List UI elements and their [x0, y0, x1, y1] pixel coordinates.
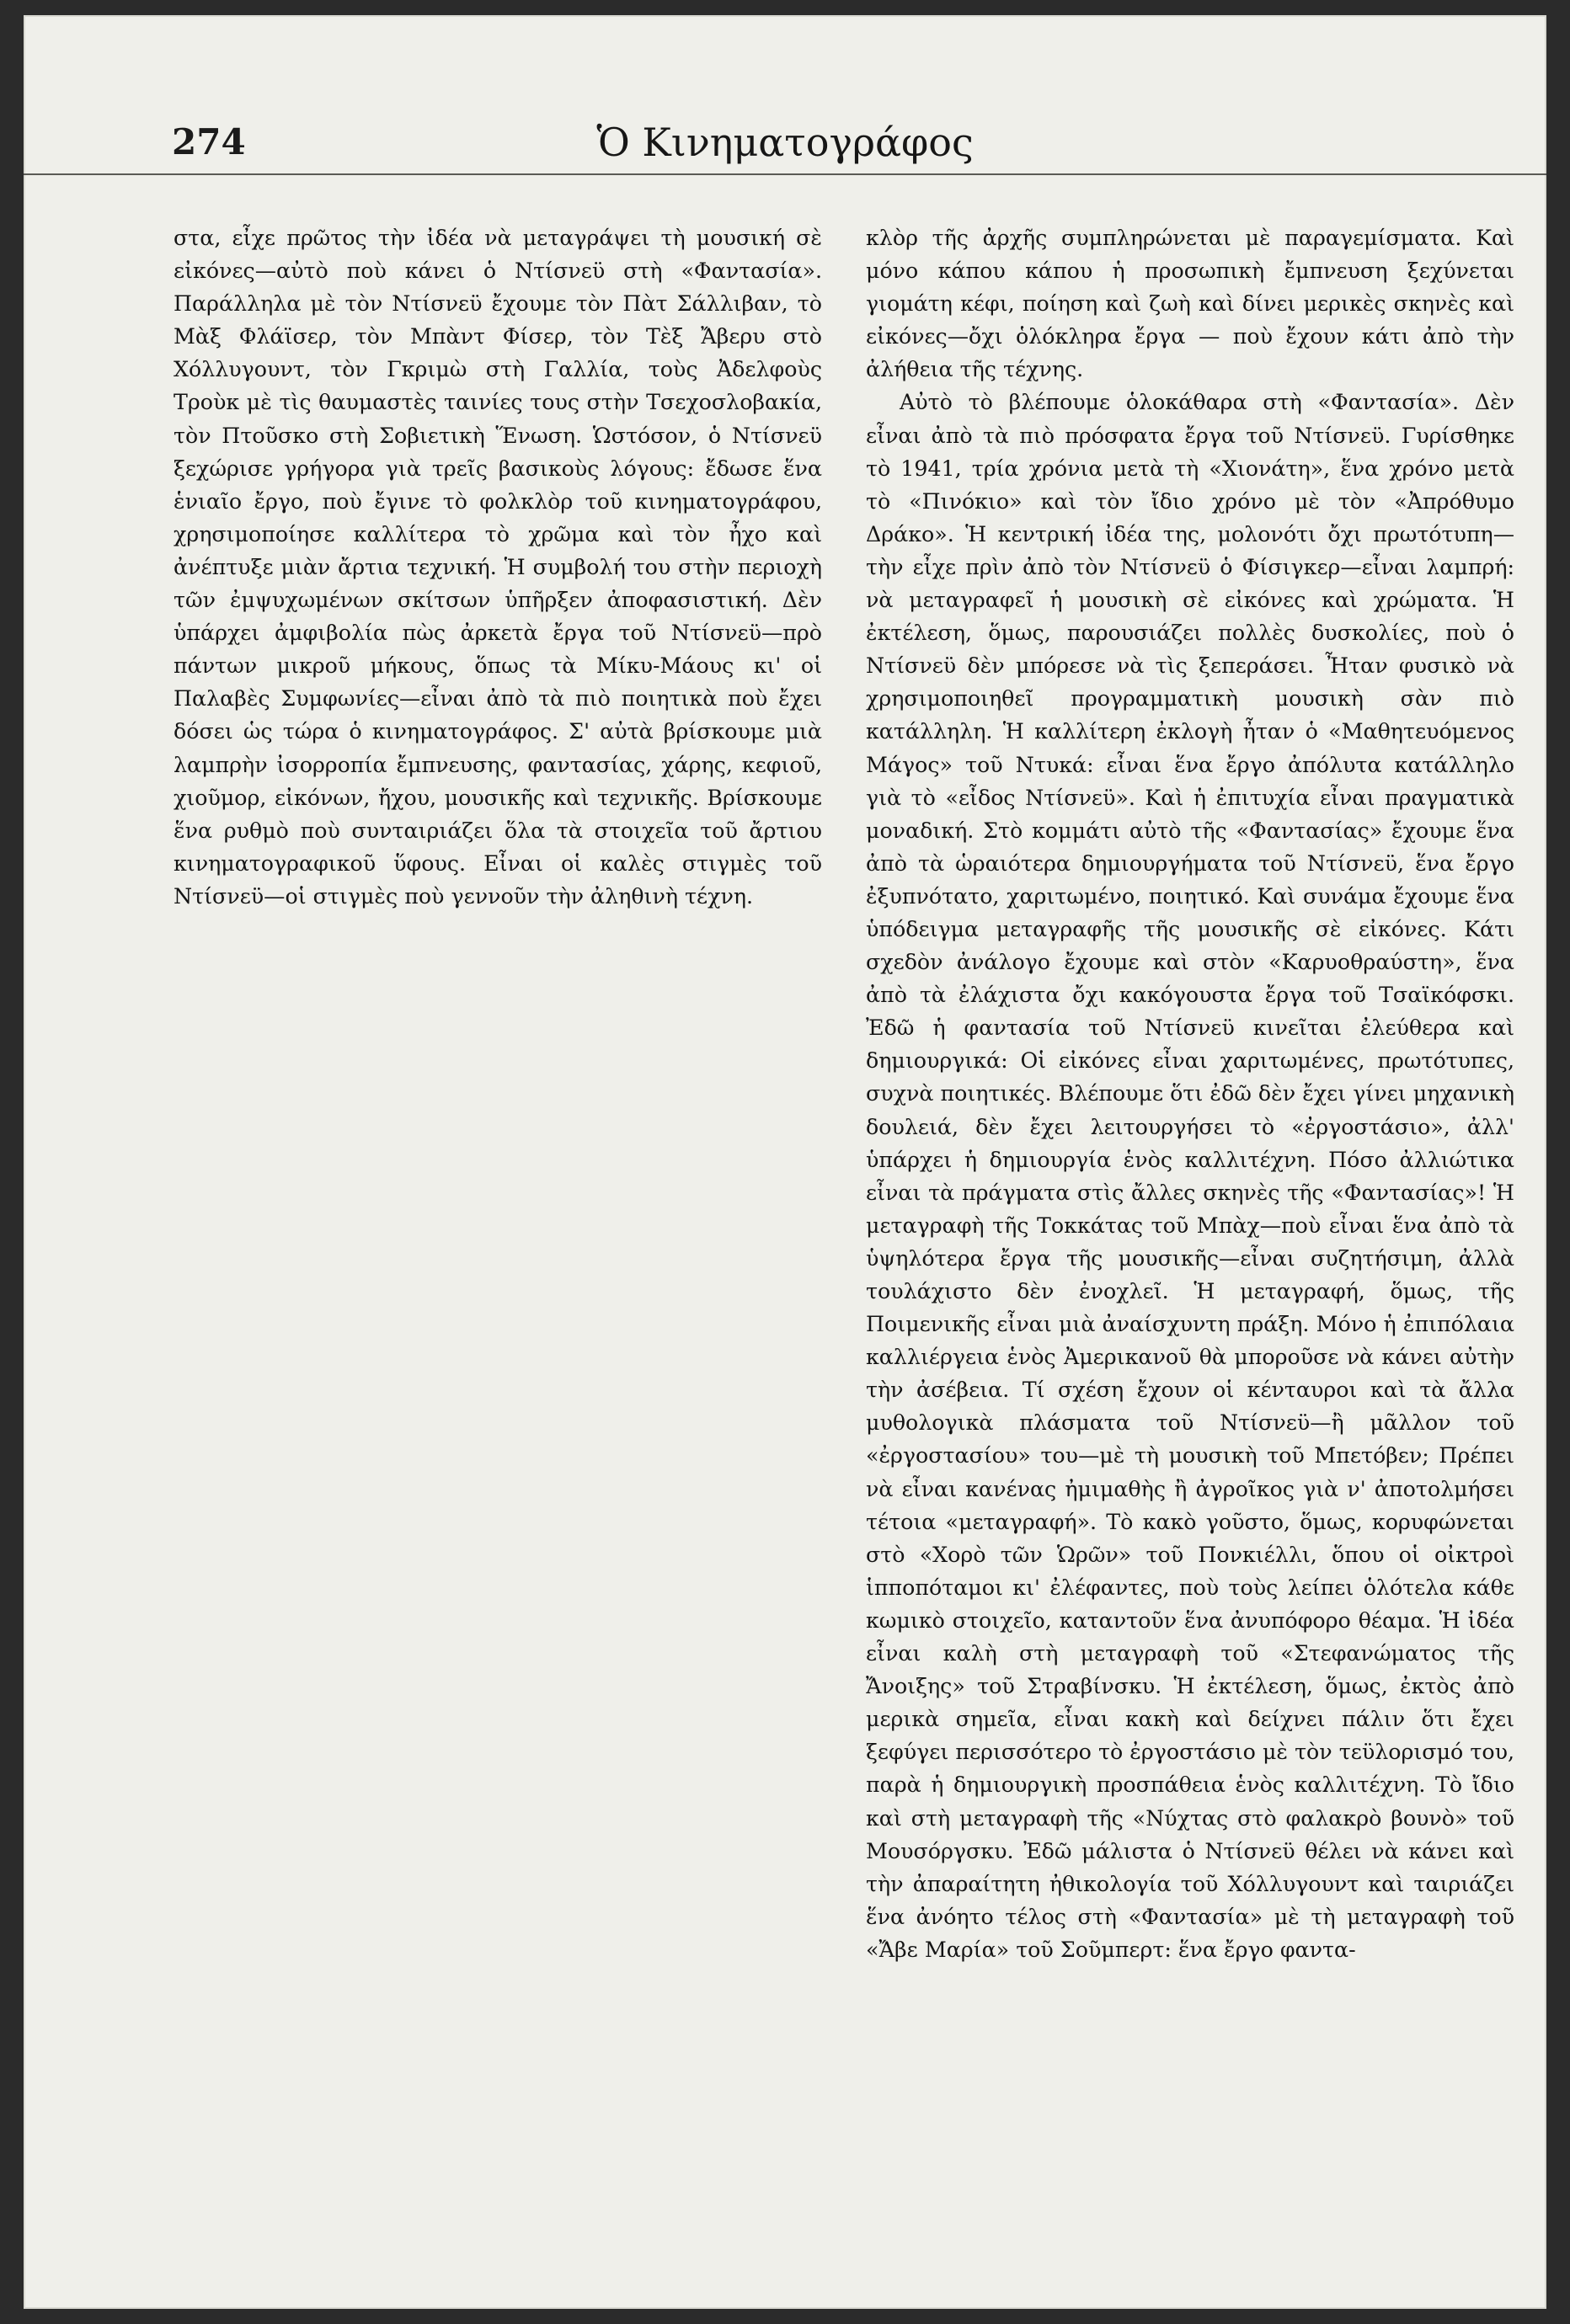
page-number: 274: [172, 121, 246, 163]
left-paragraph-1: στα, εἶχε πρῶτος τὴν ἰδέα νὰ μεταγράψει τὴ μουσική σὲ εἰκόνες—αὐτὸ ποὺ κάνει ὁ Ντίσνεϋ στὴ «Φαντασία». Παράλληλα μὲ τὸν Ντίσνεϋ ἔχουμε τὸν Πὰτ Σάλλιβαν, τὸ Μὰξ Φλάϊσερ, τὸν Μπὰντ Φίσερ, τὸν Τὲξ Ἄβερυ στὸ Χόλλυγουντ, τὸν Γκριμὼ στὴ Γαλλία, τοὺς Ἀδελφοὺς Τροὺκ μὲ τὶς θαυμαστὲς ταινίες τους στὴν Τσεχοσλοβακία, τὸν Πτοῦσκο στὴ Σοβιετικὴ Ἕνωση. Ὡστόσον, ὁ Ντίσνεϋ ξεχώρισε γρήγορα γιὰ τρεῖς βασικοὺς λόγους: ἔδωσε ἕνα ἑνιαῖο ἔργο, ποὺ ἔγινε τὸ φολκλὸρ τοῦ κινηματογράφου, χρησιμοποίησε καλλίτερα τὸ χρῶμα καὶ τὸν ἦχο καὶ ἀνέπτυξε μιὰν ἄρτια τεχνική. Ἡ συμβολή του στὴν περιοχὴ τῶν ἐμψυχωμένων σκίτσων ὑπῆρξεν ἀποφασιστική. Δὲν ὑπάρχει ἀμφιβολία πὼς ἀρκετὰ ἔργα τοῦ Ντίσνεϋ—πρὸ πάντων μικροῦ μήκους, ὅπως τὰ Μίκυ-Μάους κι' οἱ Παλαβὲς Συμφωνίες—εἶναι ἀπὸ τὰ πιὸ ποιητικὰ ποὺ ἔχει δόσει ὡς τώρα ὁ κινηματογράφος. Σ' αὐτὰ βρίσκουμε μιὰ λαμπρὴν ἰσορροπία ἔμπνευσης, φαντασίας, χάρης, κεφιοῦ, χιοῦμορ, εἰκόνων, ἤχου, μουσικῆς καὶ τεχνικῆς. Βρίσκουμε ἕνα ρυθμὸ ποὺ συνταιριάζει ὅλα τὰ στοιχεῖα τοῦ ἄρτιου κινηματογραφικοῦ ὕφους. Εἶναι οἱ καλὲς στιγμὲς τοῦ Ντίσνεϋ—οἱ στιγμὲς ποὺ γεννοῦν τὴν ἀληθινὴ τέχνη.: [174, 226, 822, 909]
running-title: Ὁ Κινηματογράφος: [596, 120, 974, 165]
right-column: [866, 221, 1514, 1966]
right-paragraph-1: κλὸρ τῆς ἀρχῆς συμπληρώνεται μὲ παραγεμίσματα. Καὶ μόνο κάπου κάπου ἡ προσωπικὴ ἔμπνευση ξεχύνεται γιομάτη κέφι, ποίηση καὶ ζωὴ καὶ δίνει μερικὲς σκηνὲς καὶ εἰκόνες—ὄχι ὁλόκληρα ἔργα — ποὺ ἔχουν κάτι ἀπὸ τὴν ἀλήθεια τῆς τέχνης.: [866, 226, 1514, 382]
page-header: [24, 98, 1546, 175]
document-page: [24, 15, 1546, 2309]
left-column: [174, 221, 822, 913]
right-paragraph-2: Αὐτὸ τὸ βλέπουμε ὁλοκάθαρα στὴ «Φαντασία». Δὲν εἶναι ἀπὸ τὰ πιὸ πρόσφατα ἔργα τοῦ Ντίσνεϋ. Γυρίσθηκε τὸ 1941, τρία χρόνια μετὰ τὴ «Χιονάτη», ἕνα χρόνο μετὰ τὸ «Πινόκιο» καὶ τὸν ἴδιο χρόνο μὲ τὸν «Ἀπρόθυμο Δράκο». Ἡ κεντρική ἰδέα της, μολονότι ὄχι πρωτότυπη—τὴν εἶχε πρὶν ἀπὸ τὸν Ντίσνεϋ ὁ Φίσιγκερ—εἶναι λαμπρή: νὰ μεταγραφεῖ ἡ μουσικὴ σὲ εἰκόνες καὶ χρώματα. Ἡ ἐκτέλεση, ὅμως, παρουσιάζει πολλὲς δυσκολίες, ποὺ ὁ Ντίσνεϋ δὲν μπόρεσε νὰ τὶς ξεπεράσει. Ἦταν φυσικὸ νὰ χρησιμοποιηθεῖ προγραμματικὴ μουσικὴ σὰν πιὸ κατάλληλη. Ἡ καλλίτερη ἐκλογὴ ἦταν ὁ «Μαθητευόμενος Μάγος» τοῦ Ντυκά: εἶναι ἕνα ἔργο ἀπόλυτα κατάλληλο γιὰ τὸ «εἶδος Ντίσνεϋ». Καὶ ἡ ἐπιτυχία εἶναι πραγματικὰ μοναδική. Στὸ κομμάτι αὐτὸ τῆς «Φαντασίας» ἔχουμε ἕνα ἀπὸ τὰ ὡραιότερα δημιουργήματα τοῦ Ντίσνεϋ, ἕνα ἔργο ἐξυπνότατο, χαριτωμένο, ποιητικό. Καὶ συνάμα ἔχουμε ἕνα ὑπόδειγμα μεταγραφῆς τῆς μουσικῆς σὲ εἰκόνες. Κάτι σχεδὸν ἀνάλογο ἔχουμε καὶ στὸν «Καρυοθραύστη», ἕνα ἀπὸ τὰ ἐλάχιστα ὄχι κακόγουστα ἔργα τοῦ Τσαϊκόφσκι. Ἐδῶ ἡ φαντασία τοῦ Ντίσνεϋ κινεῖται ἐλεύθερα καὶ δημιουργικά: Οἱ εἰκόνες εἶναι χαριτωμένες, πρωτότυπες, συχνὰ ποιητικές. Βλέπουμε ὅτι ἐδῶ δὲν ἔχει γίνει μηχανικὴ δουλειά, δὲν ἔχει λειτουργήσει τὸ «ἐργοστάσιο», ἀλλ' ὑπάρχει ἡ δημιουργία ἑνὸς καλλιτέχνη. Πόσο ἀλλιώτικα εἶναι τὰ πράγματα στὶς ἄλλες σκηνὲς τῆς «Φαντασίας»! Ἡ μεταγραφὴ τῆς Τοκκάτας τοῦ Μπὰχ—ποὺ εἶναι ἕνα ἀπὸ τὰ ὑψηλότερα ἔργα τῆς μουσικῆς—εἶναι συζητήσιμη, ἀλλὰ τουλάχιστο δὲν ἐνοχλεῖ. Ἡ μεταγραφή, ὅμως, τῆς Ποιμενικῆς εἶναι μιὰ ἀναίσχυντη πράξη. Μόνο ἡ ἐπιπόλαια καλλιέργεια ἑνὸς Ἀμερικανοῦ θὰ μποροῦσε νὰ κάνει αὐτὴν τὴν ἀσέβεια. Τί σχέση ἔχουν οἱ κένταυροι καὶ τὰ ἄλλα μυθολογικὰ πλάσματα τοῦ Ντίσνεϋ—ἢ μᾶλλον τοῦ «ἐργοστασίου» του—μὲ τὴ μουσικὴ τοῦ Μπετόβεν; Πρέπει νὰ εἶναι κανένας ἠμιμαθὴς ἢ ἀγροῖκος γιὰ ν' ἀποτολμήσει τέτοια «μεταγραφή». Τὸ κακὸ γοῦστο, ὅμως, κορυφώνεται στὸ «Χορὸ τῶν Ὡρῶν» τοῦ Πονκιέλλι, ὅπου οἱ οἰκτροὶ ἱπποπόταμοι κι' ἐλέφαντες, ποὺ τοὺς λείπει ὁλότελα κάθε κωμικὸ στοιχεῖο, καταντοῦν ἕνα ἀνυπόφορο θέαμα. Ἡ ἰδέα εἶναι καλὴ στὴ μεταγραφὴ τοῦ «Στεφανώματος τῆς Ἄνοιξης» τοῦ Στραβίνσκυ. Ἡ ἐκτέλεση, ὅμως, ἐκτὸς ἀπὸ μερικὰ σημεῖα, εἶναι κακὴ καὶ δείχνει πάλιν ὅτι ἔχει ξεφύγει περισσότερο τὸ ἐργοστάσιο μὲ τὸν τεϋλορισμό του, παρὰ ἡ δημιουργικὴ προσπάθεια ἑνὸς καλλιτέχνη. Τὸ ἴδιο καὶ στὴ μεταγραφὴ τῆς «Νύχτας στὸ φαλακρὸ βουνὸ» τοῦ Μουσόργσκυ. Ἐδῶ μάλιστα ὁ Ντίσνεϋ θέλει νὰ κάνει καὶ τὴν ἀπαραίτητη ἠθικολογία τοῦ Χόλλυγουντ καὶ ταιριάζει ἕνα ἀνόητο τέλος στὴ «Φαντασία» μὲ τὴ μεταγραφὴ τοῦ «Ἄβε Μαρία» τοῦ Σοῦμπερτ: ἕνα ἔργο φαντα-: [866, 390, 1514, 1962]
